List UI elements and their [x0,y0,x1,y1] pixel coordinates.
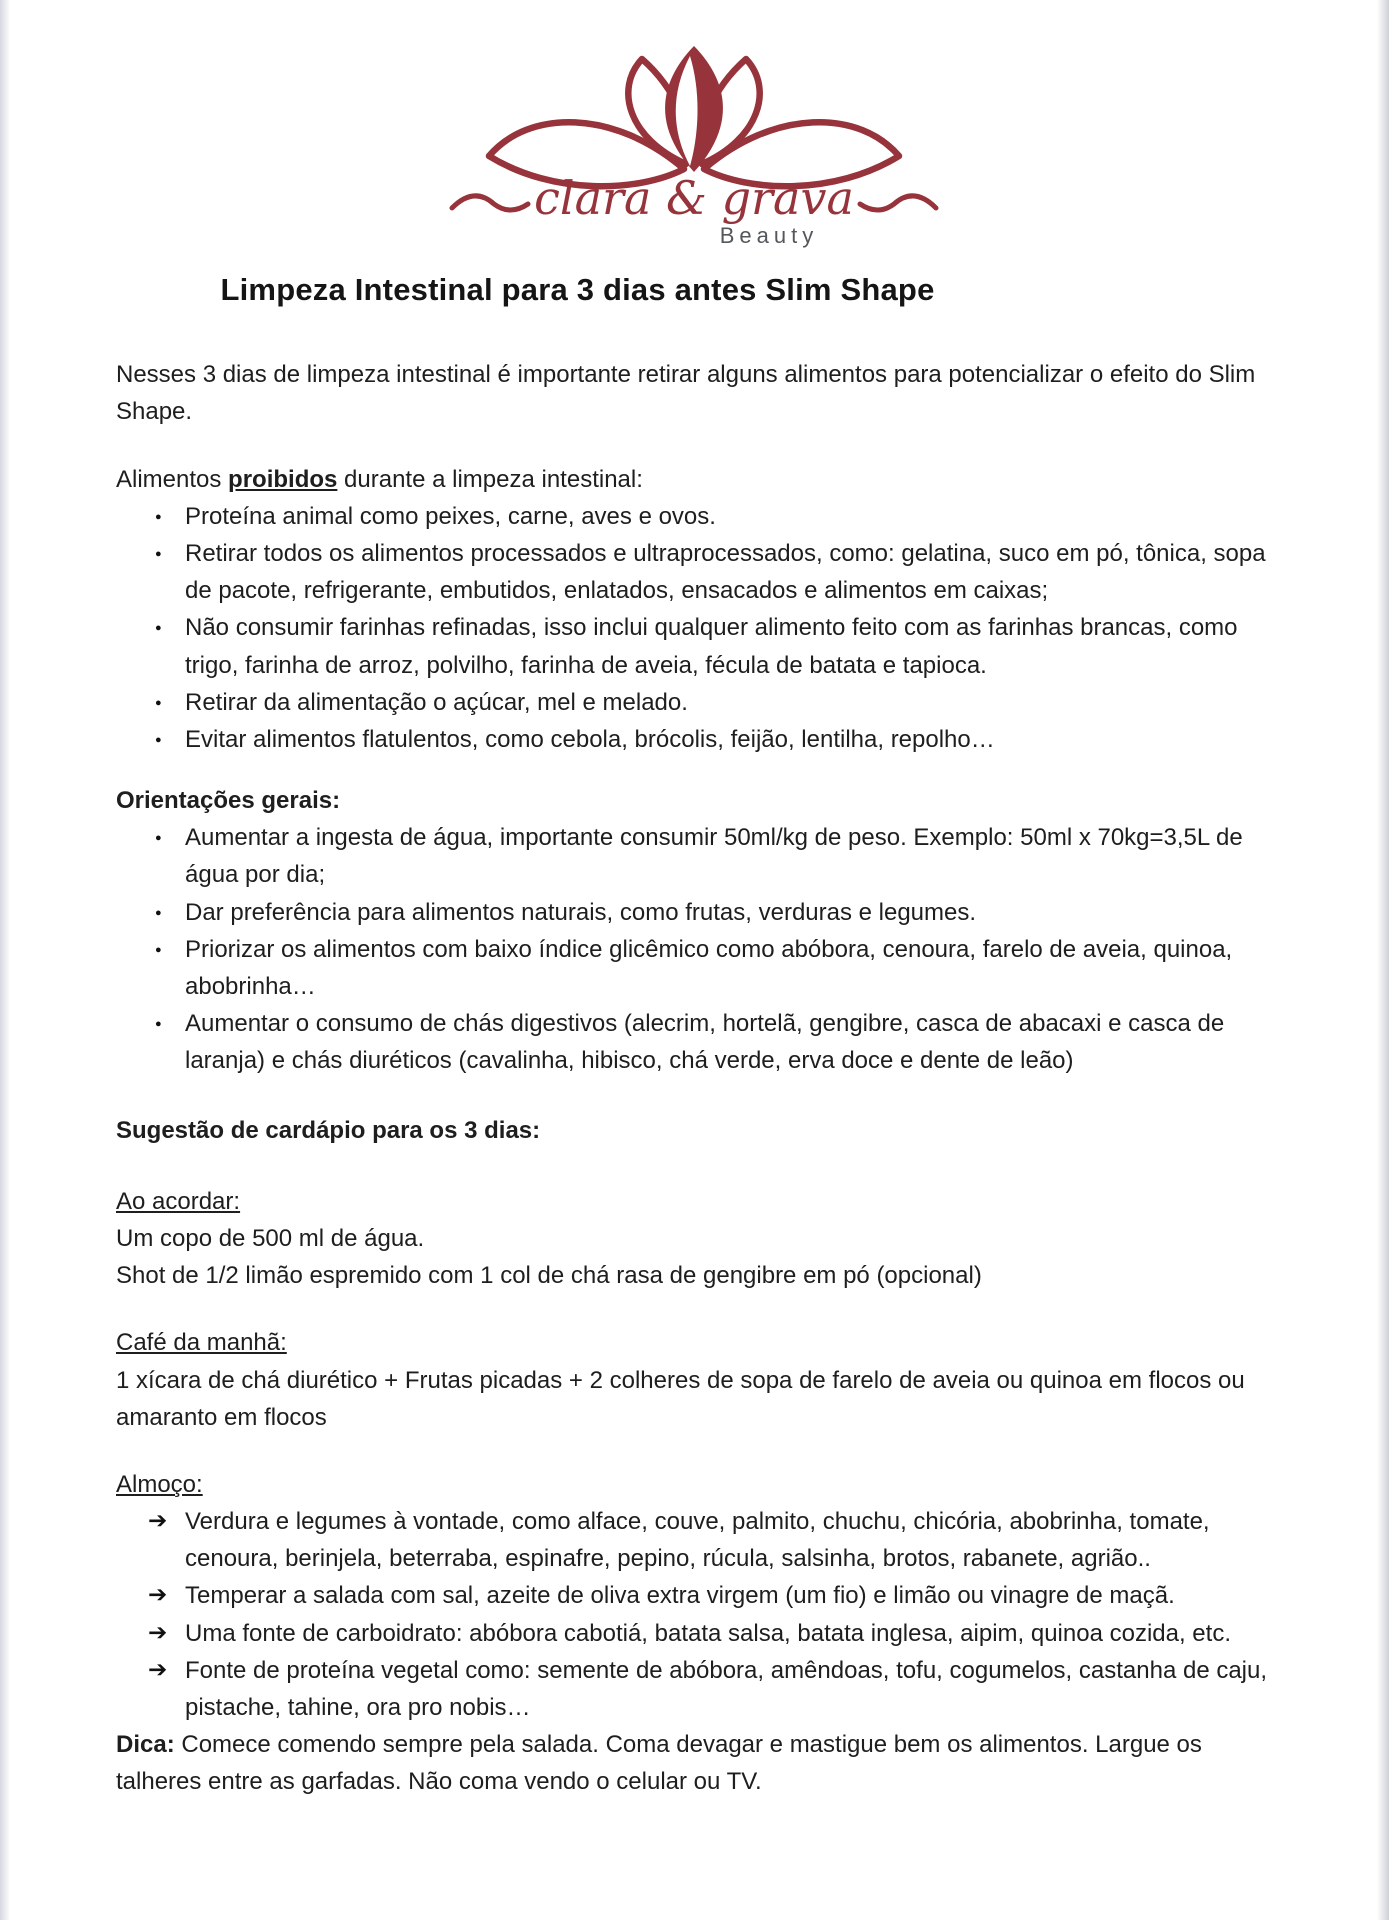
list-item: ➔ Verdura e legumes à vontade, como alface, couve, palmito, chuchu, chicória, abobrinha, tomate, cenoura, berinjela, beterraba, espinafre, pepino, rúcula, salsinha, brotos, rabanete, agrião.. [152,1503,1271,1577]
prohibited-heading-pre: Alimentos [116,465,229,493]
general-list [152,819,1271,1079]
prohibited-list [152,498,1271,758]
list-item: ➔ Uma fonte de carboidrato: abóbora cabotiá, batata salsa, batata inglesa, aipim, quinoa cozida, etc. [152,1615,1271,1652]
wake-heading: Ao acordar: [116,1187,241,1215]
list-item: ● Não consumir farinhas refinadas, isso inclui qualquer alimento feito com as farinhas brancas, como trigo, farinha de arroz, polvilho, farinha de aveia, fécula de batata e tapioca. [152,609,1271,683]
list-item: ● Evitar alimentos flatulentos, como cebola, brócolis, feijão, lentilha, repolho… [152,721,1271,758]
prohibited-heading-emphasis: proibidos [228,465,338,493]
list-item: ● Proteína animal como peixes, carne, aves e ovos. [152,498,1271,535]
list-item: ● Retirar todos os alimentos processados e ultraprocessados, como: gelatina, suco em pó, tônica, sopa de pacote, refrigerante, embutidos, enlatados, ensacados e alimentos em caixas; [152,535,1271,609]
breakfast-heading: Café da manhã: [116,1329,287,1357]
list-item: ● Dar preferência para alimentos naturais, como frutas, verduras e legumes. [152,894,1271,931]
lunch-heading: Almoço: [116,1470,203,1498]
breakfast-line: 1 xícara de chá diurético + Frutas picadas + 2 colheres de sopa de farelo de aveia ou quinoa em flocos ou amaranto em flocos [116,1366,1245,1431]
list-item: ➔ Temperar a salada com sal, azeite de oliva extra virgem (um fio) e limão ou vinagre de maçã. [152,1577,1271,1614]
list-item: ● Retirar da alimentação o açúcar, mel e melado. [152,684,1271,721]
menu-heading: Sugestão de cardápio para os 3 dias: [116,1116,541,1144]
tip-text: Comece comendo sempre pela salada. Coma devagar e mastigue bem os alimentos. Largue os talheres entre as garfadas. Não coma vendo o celular ou TV. [116,1731,1202,1796]
intro-paragraph: Nesses 3 dias de limpeza intestinal é importante retirar alguns alimentos para potencializar o efeito do Slim Shape. [116,361,1256,426]
wake-line: Um copo de 500 ml de água. [116,1224,425,1252]
list-item: ● Aumentar a ingesta de água, importante consumir 50ml/kg de peso. Exemplo: 50ml x 70kg=3,5L de água por dia; [152,819,1271,893]
prohibited-heading-post: durante a limpeza intestinal: [337,465,643,493]
page-title: Limpeza Intestinal para 3 dias antes Slim Shape [220,272,935,308]
list-item: ➔ Fonte de proteína vegetal como: semente de abóbora, amêndoas, tofu, cogumelos, castanha de caju, pistache, tahine, ora pro nobis… [152,1652,1271,1726]
script-swirl-right [860,196,936,210]
tip-paragraph [116,1726,1271,1800]
brand-logo [116,34,1271,260]
lunch-list [152,1503,1271,1726]
tip-label: Dica: [116,1731,175,1759]
list-item: ● Priorizar os alimentos com baixo índice glicêmico como abóbora, cenoura, farelo de aveia, quinoa, abobrinha… [152,931,1271,1005]
prohibited-heading [116,461,1271,498]
brand-script-text: clara & grava [533,171,854,225]
general-heading: Orientações gerais: [116,787,341,815]
page-edge-right [1377,0,1389,1920]
lotus-logo-icon [414,34,974,249]
script-swirl-left [452,196,528,210]
wake-line: Shot de 1/2 limão espremido com 1 col de chá rasa de gengibre em pó (opcional) [116,1262,982,1290]
list-item: ● Aumentar o consumo de chás digestivos (alecrim, hortelã, gengibre, casca de abacaxi e casca de laranja) e chás diuréticos (cavalinha, hibisco, chá verde, erva doce e dente de leão) [152,1005,1271,1079]
brand-sub-text: Beauty [719,223,818,248]
